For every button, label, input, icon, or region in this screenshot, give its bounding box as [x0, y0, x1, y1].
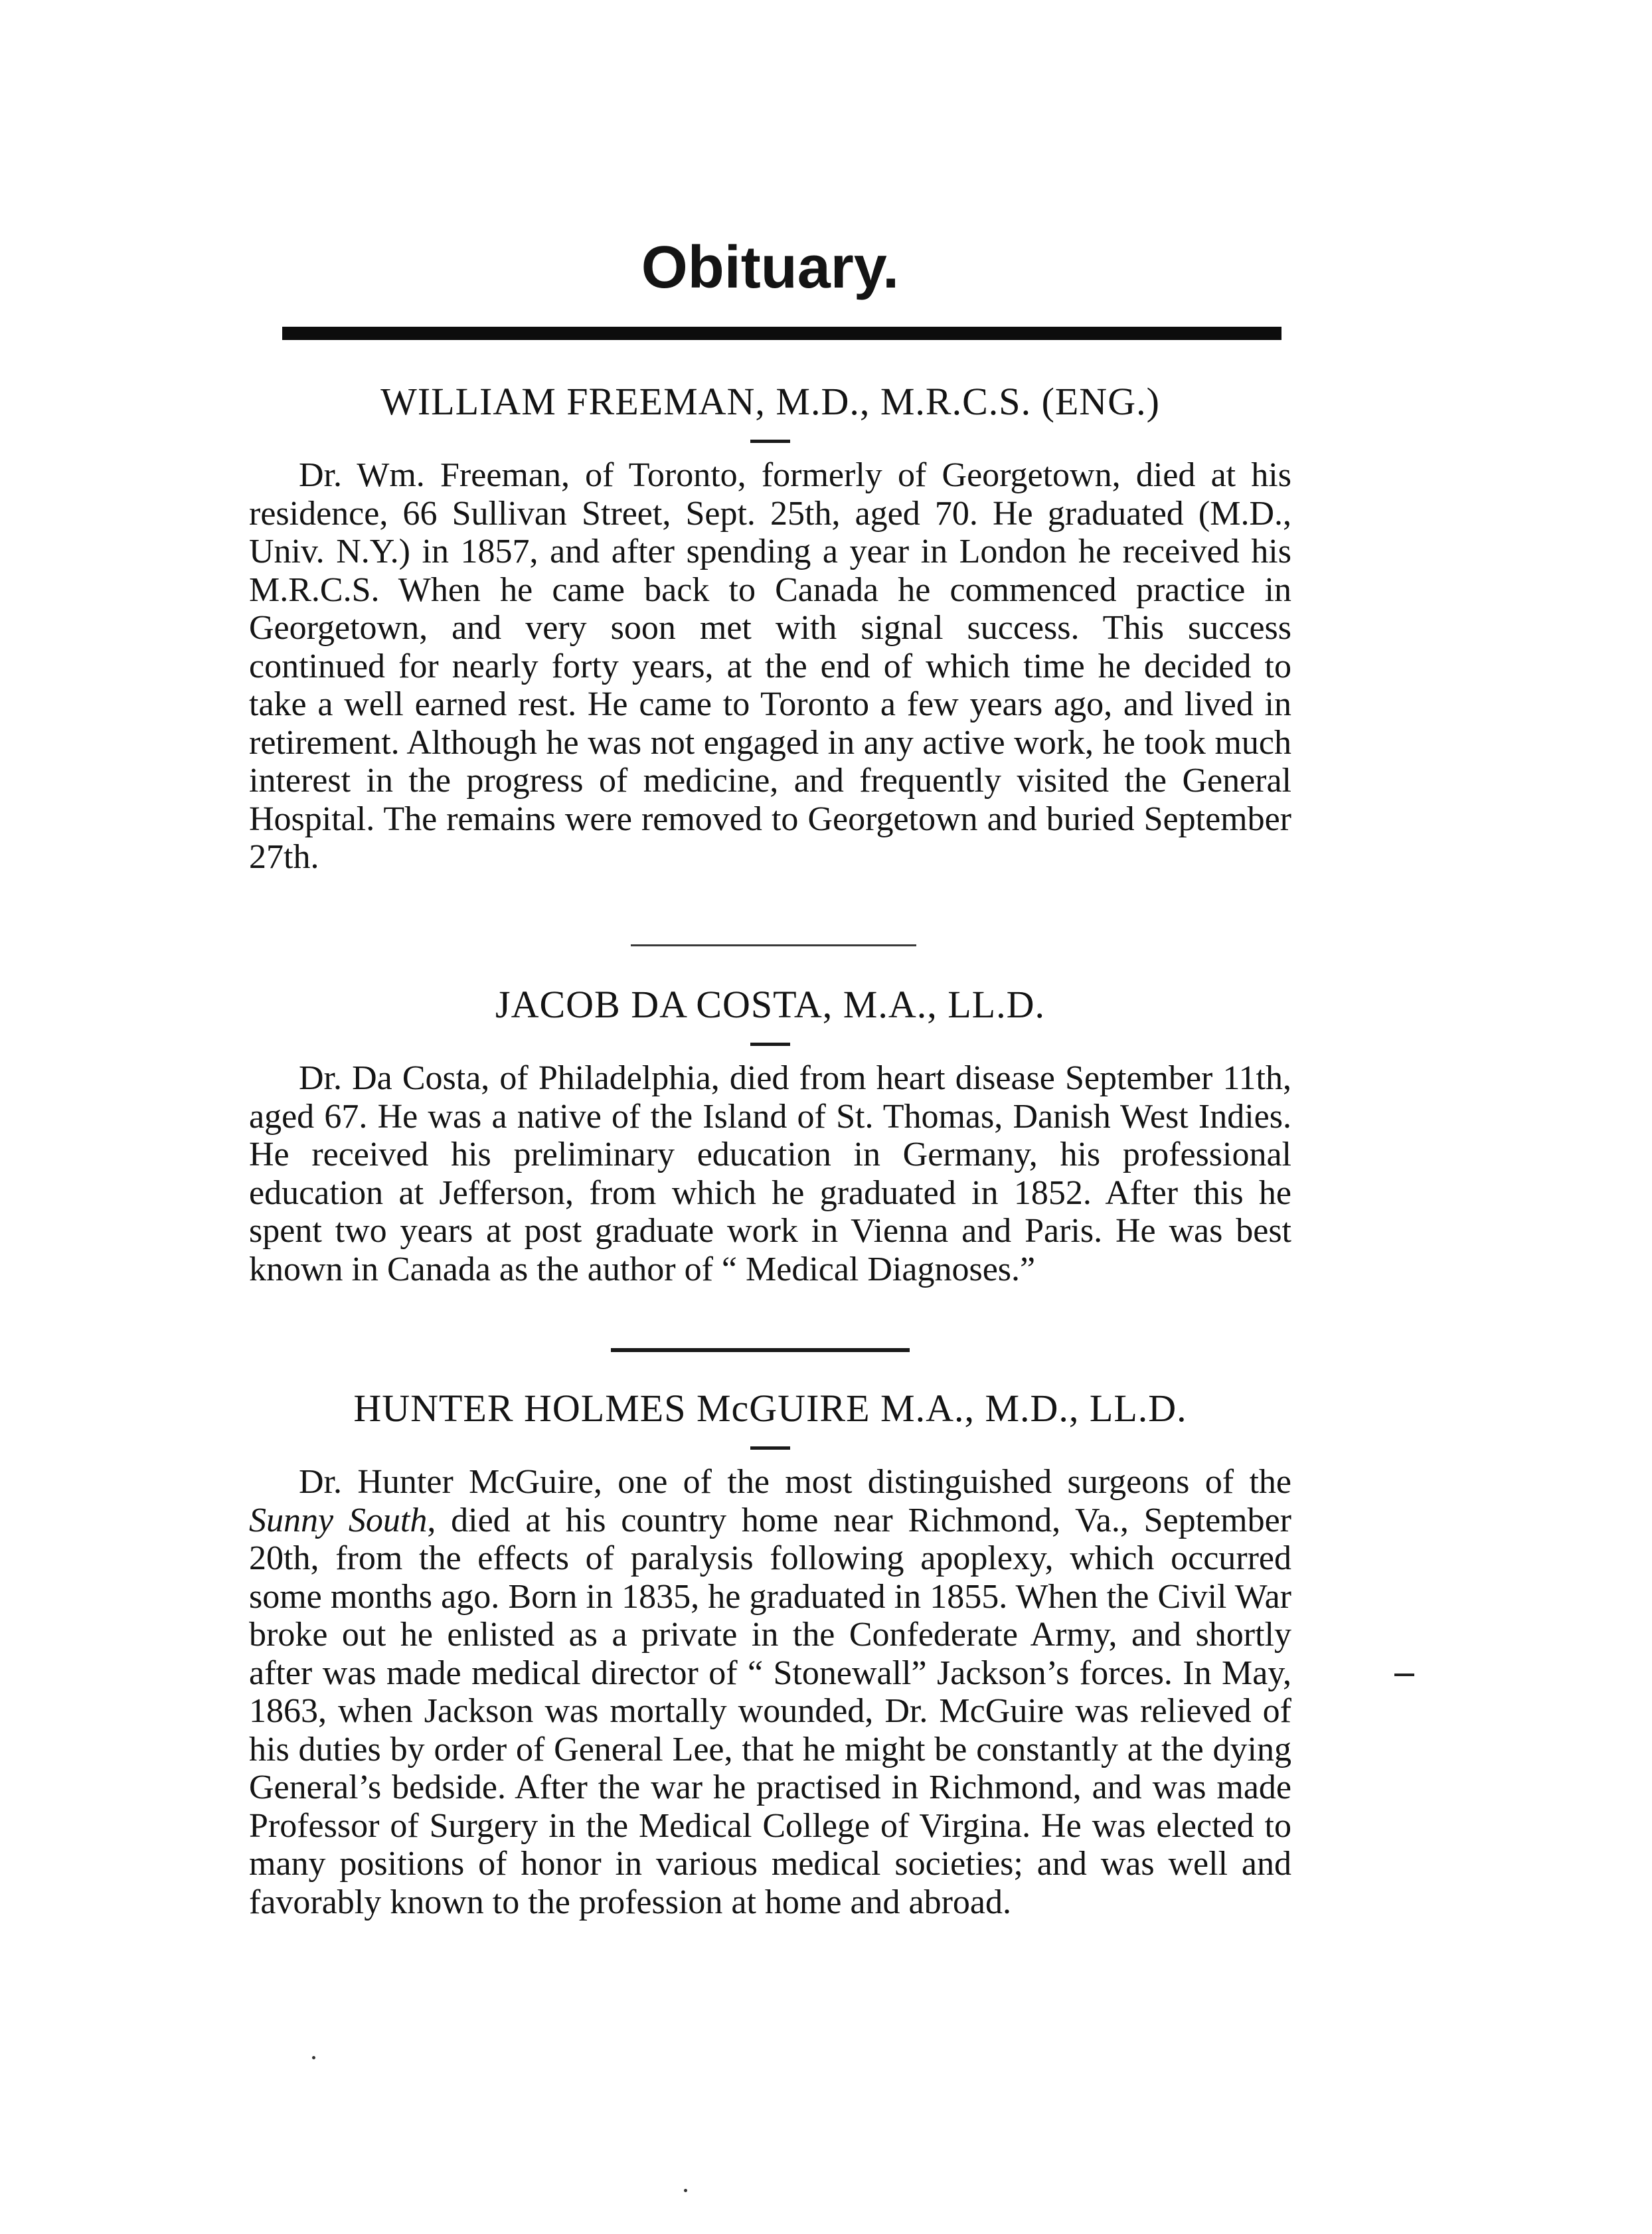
print-speck	[684, 2189, 687, 2192]
margin-mark	[1394, 1674, 1414, 1676]
section-separator	[611, 1348, 910, 1352]
obituary-mcguire	[249, 1385, 1291, 1921]
page-title: Obituary.	[641, 234, 900, 301]
heading-dash	[750, 440, 790, 443]
obituary-text: Dr. Da Costa, of Philadelphia, died from heart disease September 11th, aged 67. He was a native of the Island of St. Thomas, Danish West Indies. He received his preliminary education in Germany, his professional education at Jefferson, from which he graduated in 1852. After this he spent two years at post graduate work in Vienna and Paris. He was best known in Canada as the author of “ Medical Diagnoses.”	[249, 1059, 1291, 1288]
heading-dash	[750, 1446, 790, 1450]
obituary-heading: HUNTER HOLMES McGUIRE M.A., M.D., LL.D.	[353, 1387, 1187, 1430]
obituary-heading: JACOB DA COSTA, M.A., LL.D.	[495, 983, 1045, 1026]
italic-phrase: Sunny South	[249, 1501, 428, 1539]
title-rule	[282, 327, 1281, 340]
obituary-heading: WILLIAM FREEMAN, M.D., M.R.C.S. (ENG.)	[380, 380, 1160, 423]
heading-dash	[750, 1043, 790, 1046]
obituary-dacosta	[249, 982, 1291, 1288]
section-separator	[631, 944, 916, 946]
obituary-text	[249, 1463, 1291, 1921]
text-after-italic: , died at his country home near Richmond, Va., September 20th, from the effects of paralysis following apoplexy, which occurred some months ago. Born in 1835, he graduated in 1855. When the Civil War broke out he enlisted as a private in the Confederate Army, and shortly after was made medical director of “ Stonewall” Jackson’s forces. In May, 1863, when Jackson was mortally wounded, Dr. McGuire was relieved of his duties by order of General Lee, that he might be constantly at the dying General’s bedside. After the war he practised in Richmond, and was made Professor of Surgery in the Medical College of Virgina. He was elected to many positions of honor in various medical societies; and was well and favorably known to the profession at home and abroad.	[249, 1501, 1292, 1921]
obituary-text: Dr. Wm. Freeman, of Toronto, formerly of Georgetown, died at his residence, 66 Sullivan Street, Sept. 25th, aged 70. He graduated (M.D., Univ. N.Y.) in 1857, and after spending a year in London he received his M.R.C.S. When he came back to Canada he commenced practice in Georgetown, and very soon met with signal success. This success continued for nearly forty years, at the end of which time he decided to take a well earned rest. He came to Toronto a few years ago, and lived in retirement. Although he was not engaged in any active work, he took much interest in the progress of medicine, and frequently visited the General Hospital. The remains were removed to Georgetown and buried September 27th.	[249, 456, 1291, 876]
obituary-freeman	[249, 379, 1291, 877]
print-speck	[312, 2056, 315, 2059]
text-before-italic: Dr. Hunter McGuire, one of the most distinguished surgeons of the	[299, 1463, 1291, 1501]
